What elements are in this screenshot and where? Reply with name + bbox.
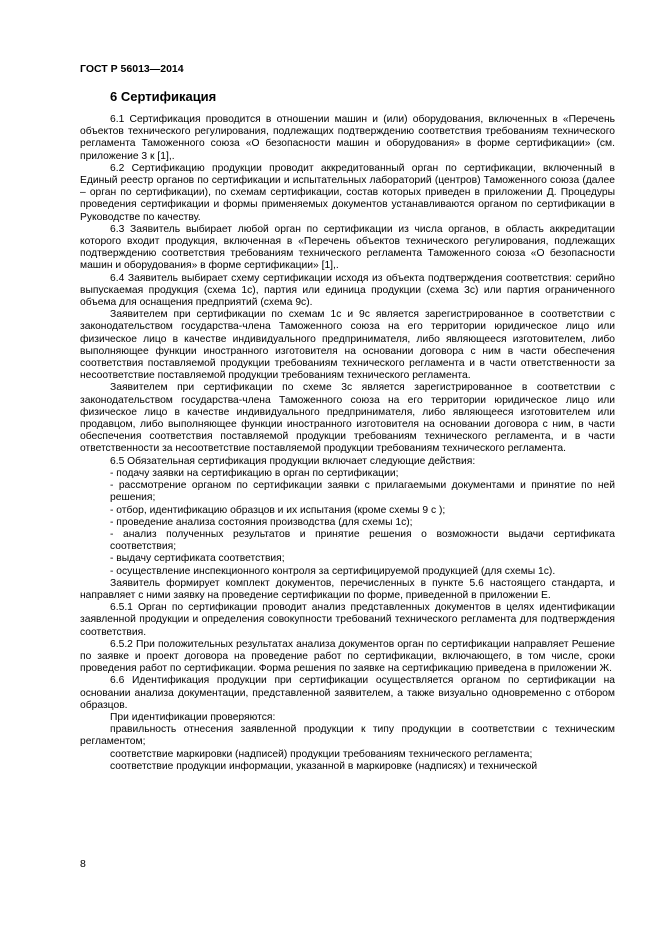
list-item: - анализ полученных результатов и принятие решения о возможности выдачи сертификата соответствия; xyxy=(110,528,615,553)
paragraph-applicant-forms: Заявитель формирует комплект документов, перечисленных в пункте 5.6 настоящего стандарта, и направляет с ними заявку на проведение сертификации по форме, приведенной в приложении Е. xyxy=(80,577,615,601)
paragraph-identification-checks: При идентификации проверяются: xyxy=(110,711,276,723)
paragraph-6-4: 6.4 Заявитель выбирает схему сертификации исходя из объекта подтверждения соответствия: серийно выпускаемая продукция (схема 1с), партия или единица продукции (схема 3с) или партия ограниченного объема для оснащения предприятий (схема 9с). xyxy=(80,272,615,309)
list-item: - подачу заявки на сертификацию в орган по сертификации; xyxy=(110,467,399,479)
list-item: - осуществление инспекционного контроля за сертифицируемой продукцией (для схемы 1с). xyxy=(110,565,556,577)
paragraph-applicant-1c-9c: Заявителем при сертификации по схемам 1с и 9с является зарегистрированное в соответствии с законодательством государства-члена Таможенного союза на его территории юридическое лицо или физическое лицо в качестве индивидуального предпринимателя, либо являющееся изготовителем, либо выполняющее функции иностранного изготовителя на основании договора с ним в части обеспечения соответствия поставляемой продукции требованиям технического регламента и в части ответственности за несоответствие поставляемой продукции требованиям технического регламента. xyxy=(80,309,615,382)
paragraph-check-info: соответствие продукции информации, указанной в маркировке (надписях) и технической xyxy=(110,760,538,772)
paragraph-6-2: 6.2 Сертификацию продукции проводит аккредитованный орган по сертификации, включенный в Единый реестр органов по сертификации и испытательных лабораторий (центров) Таможенного союза (далее – орган по сертификации), по схемам сертификации, состав которых приведен в приложении Д. Процедуры проведения сертификации и формы применяемых документов устанавливаются органом по сертификации в Руководстве по качеству. xyxy=(80,162,615,223)
paragraph-6-3: 6.3 Заявитель выбирает любой орган по сертификации из числа органов, в область аккредитации которого входит продукция, включенная в «Перечень объектов технического регулирования, подлежащих подтверждению соответствия требованиям технического регламента Таможенного союза «О безопасности машин и оборудования» в форме сертификации» [1],. xyxy=(80,223,615,272)
page-number: 8 xyxy=(80,858,86,870)
paragraph-6-1: 6.1 Сертификация проводится в отношении машин и (или) оборудования, включенных в «Перечень объектов технического регулирования, подлежащих подтверждению соответствия требованиям технического регламента Таможенного союза «О безопасности машин и оборудования» в форме сертификации» (см. приложение 3 к [1],. xyxy=(80,114,615,162)
paragraph-6-5-2: 6.5.2 При положительных результатах анализа документов орган по сертификации направляет Решение по заявке и проект договора на проведение работ по сертификации, включающего, в том числе, сроки проведения работ по сертификации. Форма решения по заявке на сертификацию приведена в приложении Ж. xyxy=(80,638,615,675)
list-item: - отбор, идентификацию образцов и их испытания (кроме схемы 9 с ); xyxy=(110,504,446,516)
paragraph-6-5-1: 6.5.1 Орган по сертификации проводит анализ представленных документов в целях идентификации заявленной продукции и определения совокупности требований технического регламента для подтверждения соответствия. xyxy=(80,602,615,638)
paragraph-applicant-3c: Заявителем при сертификации по схеме 3с является зарегистрированное в соответствии с законодательством государства-члена Таможенного союза на его территории юридическое лицо или физическое лицо в качестве индивидуального предпринимателя, либо являющееся изготовителем или продавцом, либо выполняющее функции иностранного изготовителя на основании договора с ним, в части обеспечения соответствия поставляемой продукции требованиям технического регламента, и в части ответственности за несоответствие поставляемой продукции требованиям технического регламента. xyxy=(80,382,615,455)
list-item: - рассмотрение органом по сертификации заявки с прилагаемыми документами и принятие по ней решения; xyxy=(110,480,615,504)
document-header: ГОСТ Р 56013—2014 xyxy=(80,63,184,75)
section-title: 6 Сертификация xyxy=(110,89,217,104)
list-item: - выдачу сертификата соответствия; xyxy=(110,553,285,565)
paragraph-check-type: правильность отнесения заявленной продукции к типу продукции в соответствии с техническим регламентом; xyxy=(80,724,615,748)
document-body xyxy=(80,114,615,773)
paragraph-6-6: 6.6 Идентификация продукции при сертификации осуществляется органом по сертификации на основании анализа документации, представленной заявителем, а также визуально одновременно с отбором образцов. xyxy=(80,675,615,711)
paragraph-6-5: 6.5 Обязательная сертификация продукции включает следующие действия: xyxy=(110,455,476,467)
list-item: - проведение анализа состояния производства (для схемы 1с); xyxy=(110,516,413,528)
paragraph-check-marking: соответствие маркировки (надписей) продукции требованиям технического регламента; xyxy=(110,748,533,760)
